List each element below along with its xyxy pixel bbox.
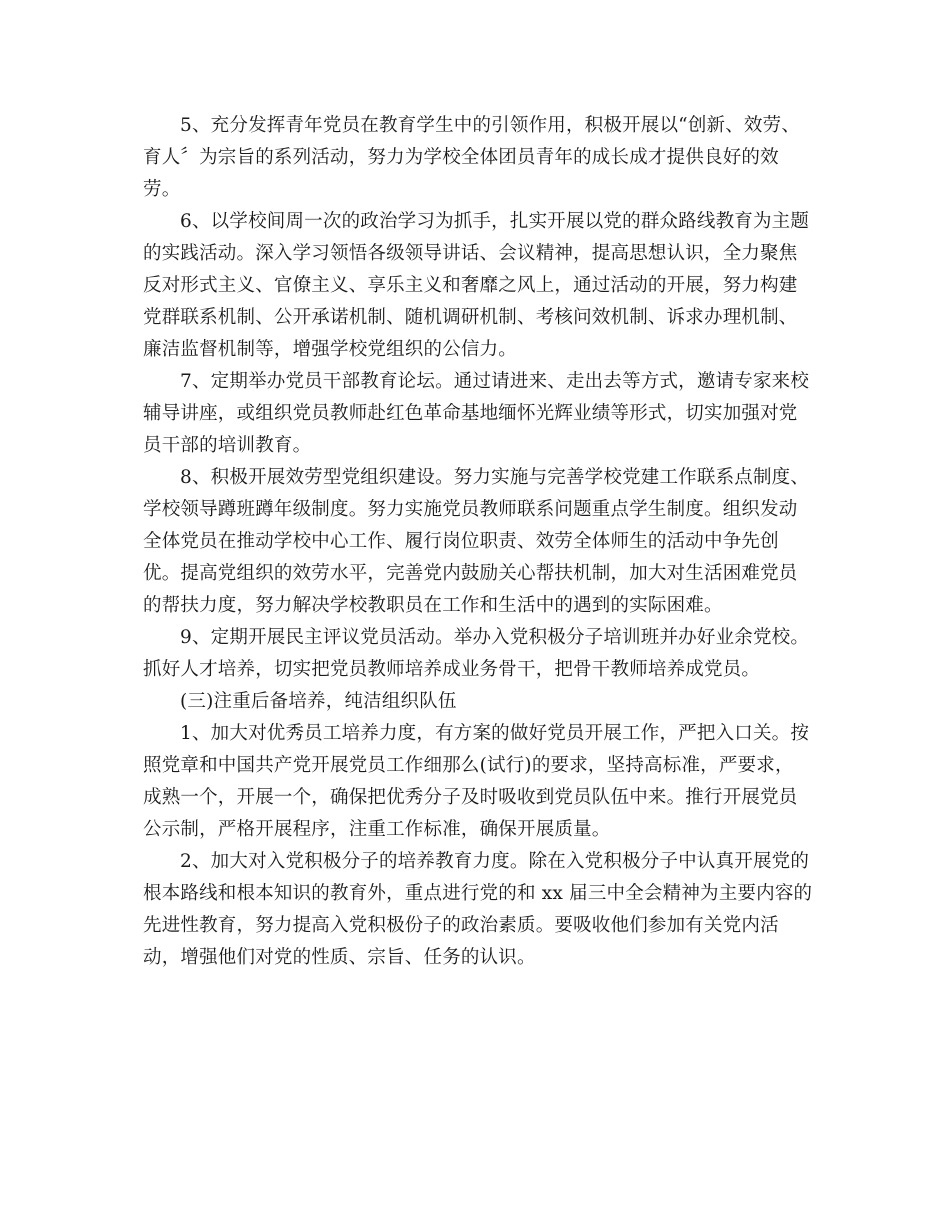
section-heading: (三)注重后备培养，纯洁组织队伍 [180,691,457,712]
paragraph-item-5 [143,110,808,206]
paragraph-item-1 [143,718,808,846]
text-line: 抓好人才培养，切实把党员教师培养成业务骨干，把骨干教师培养成党员。 [143,659,761,680]
text-line: 7、定期举办党员干部教育论坛。通过请进来、走出去等方式，邀请专家来校 [180,371,810,392]
text-line: 动，增强他们对党的性质、宗旨、任务的认识。 [143,947,536,968]
text-line: 9、定期开展民主评议党员活动。举办入党积极分子培训班并办好业余党校。 [180,627,810,648]
document-body [143,110,813,974]
paragraph-item-7 [143,366,808,462]
paragraph-item-6 [143,206,808,366]
text-line: 辅导讲座，或组织党员教师赴红色革命基地缅怀光辉业绩等形式，切实加强对党 [143,403,798,424]
text-line: 公示制，严格开展程序，注重工作标准，确保开展质量。 [143,819,611,840]
text-line: 6、以学校间周一次的政治学习为抓手，扎实开展以党的群众路线教育为主题 [180,211,810,232]
text-line: 成熟一个，开展一个，确保把优秀分子及时吸收到党员队伍中来。推行开展党员 [143,787,798,808]
paragraph-item-9 [143,622,808,686]
text-line: 反对形式主义、官僚主义、享乐主义和奢靡之风上，通过活动的开展，努力构建 [143,275,798,296]
section-heading-3 [143,686,808,718]
text-line: 优。提高党组织的效劳水平，完善党内鼓励关心帮扶机制，加大对生活困难党员 [143,563,798,584]
text-line: 先进性教育，努力提高入党积极份子的政治素质。要吸收他们参加有关党内活 [143,915,779,936]
text-line: 的实践活动。深入学习领悟各级领导讲话、会议精神，提高思想认识，全力聚焦 [143,243,798,264]
text-line: 劳。 [143,179,181,200]
text-line: 党群联系机制、公开承诺机制、随机调研机制、考核问效机制、诉求办理机制、 [143,307,798,328]
text-line: 5、充分发挥青年党员在教育学生中的引领作用，积极开展以“创新、效劳、 [180,115,801,136]
text-line: 8、积极开展效劳型党组织建设。努力实施与完善学校党建工作联系点制度、 [180,467,810,488]
text-line: 的帮扶力度，努力解决学校教职员在工作和生活中的遇到的实际困难。 [143,595,723,616]
text-line: 育人〞为宗旨的系列活动，努力为学校全体团员青年的成长成才提供良好的效 [143,147,779,168]
text-line: 廉洁监督机制等，增强学校党组织的公信力。 [143,339,518,360]
text-line: 学校领导蹲班蹲年级制度。努力实施党员教师联系问题重点学生制度。组织发动 [143,499,798,520]
paragraph-item-2 [143,846,813,974]
paragraph-item-8 [143,462,808,622]
text-line: 全体党员在推动学校中心工作、履行岗位职责、效劳全体师生的活动中争先创 [143,531,779,552]
text-line: 照党章和中国共产党开展党员工作细那么(试行)的要求，坚持高标准，严要求， [143,755,794,776]
text-line: 根本路线和根本知识的教育外，重点进行党的和 xx 届三中全会精神为主要内容的 [143,883,813,904]
text-line: 1、加大对优秀员工培养力度，有方案的做好党员开展工作，严把入口关。按 [180,723,810,744]
text-line: 员干部的培训教育。 [143,435,312,456]
text-line: 2、加大对入党积极分子的培养教育力度。除在入党积极分子中认真开展党的 [180,851,810,872]
